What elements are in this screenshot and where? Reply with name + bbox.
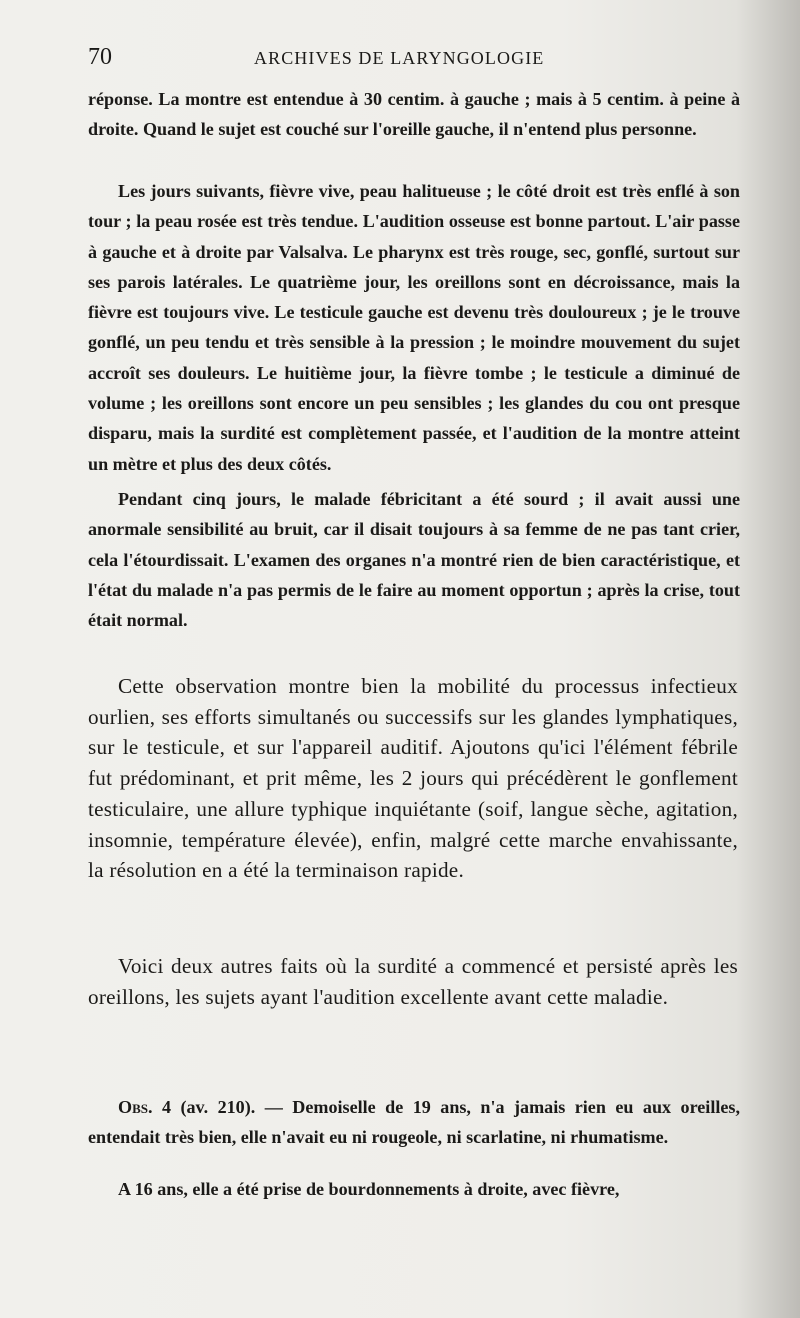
paragraph-following-days: Les jours suivants, fièvre vive, peau halitueuse ; le côté droit est très enflé à son tour ; la peau rosée est très tendue. L'audition osseuse est bonne partout. L'air passe à gauche et à droite par Valsalva. Le pharynx est très rouge, sec, gonflé, surtout sur ses parois latérales. Le quatrième jour, les oreillons sont en décroissance, mais la fièvre est toujours vive. Le testicule gauche est devenu très douloureux ; je le trouve gonflé, un peu tendu et très sensible à la pression ; le moindre mouvement du sujet accroît ses douleurs. Le huitième jour, la fièvre tombe ; le testicule a diminué de volume ; les oreillons sont encore un peu sensibles ; les glandes du cou ont presque disparu, mais la surdité est complètement passée, et l'audition de la montre atteint un mètre et plus des deux côtés.	[88, 181, 740, 474]
page-number: 70	[88, 44, 112, 70]
observation-label: Obs. 4	[118, 1097, 172, 1117]
page-header	[88, 44, 648, 78]
observation-text: (av. 210). — Demoiselle de 19 ans, n'a jamais rien eu aux oreilles, entendait très bien, elle n'avait eu ni rougeole, ni scarlatine, ni rhumatisme.	[88, 1097, 740, 1147]
observation-4	[88, 1092, 740, 1152]
paragraph-five-days: Pendant cinq jours, le malade fébricitant a été sourd ; il avait aussi une anormale sensibilité au bruit, car il disait toujours à sa femme de ne pas tant crier, cela l'étourdissait. L'examen des organes n'a montré rien de bien caractéristique, et l'état du malade n'a pas permis de le faire au moment opportun ; après la crise, tout était normal.	[88, 489, 740, 631]
observation-continuation: A 16 ans, elle a été prise de bourdonnements à droite, avec fièvre,	[118, 1179, 620, 1199]
paragraph-continuation: réponse. La montre est entendue à 30 centim. à gauche ; mais à 5 centim. à peine à droite. Quand le sujet est couché sur l'oreille gauche, il n'entend plus personne.	[88, 89, 740, 140]
paragraph-observation-summary: Cette observation montre bien la mobilité du processus infectieux ourlien, ses efforts simultanés ou successifs sur les glandes lymphatiques, sur le testicule, et sur l'appareil auditif. Ajoutons qu'ici l'élément fébrile fut prédominant, et prit même, les 2 jours qui précédèrent le gonflement testiculaire, une allure typhique inquiétante (soif, langue sèche, agitation, insomnie, température élevée), enfin, malgré cette marche envahissante, la résolution en a été la terminaison rapide.	[88, 674, 738, 883]
paragraph-two-other-facts: Voici deux autres faits où la surdité a commencé et persisté après les oreillons, les sujets ayant l'audition excellente avant cette maladie.	[88, 954, 738, 1009]
running-title: ARCHIVES DE LARYNGOLOGIE	[254, 48, 545, 68]
